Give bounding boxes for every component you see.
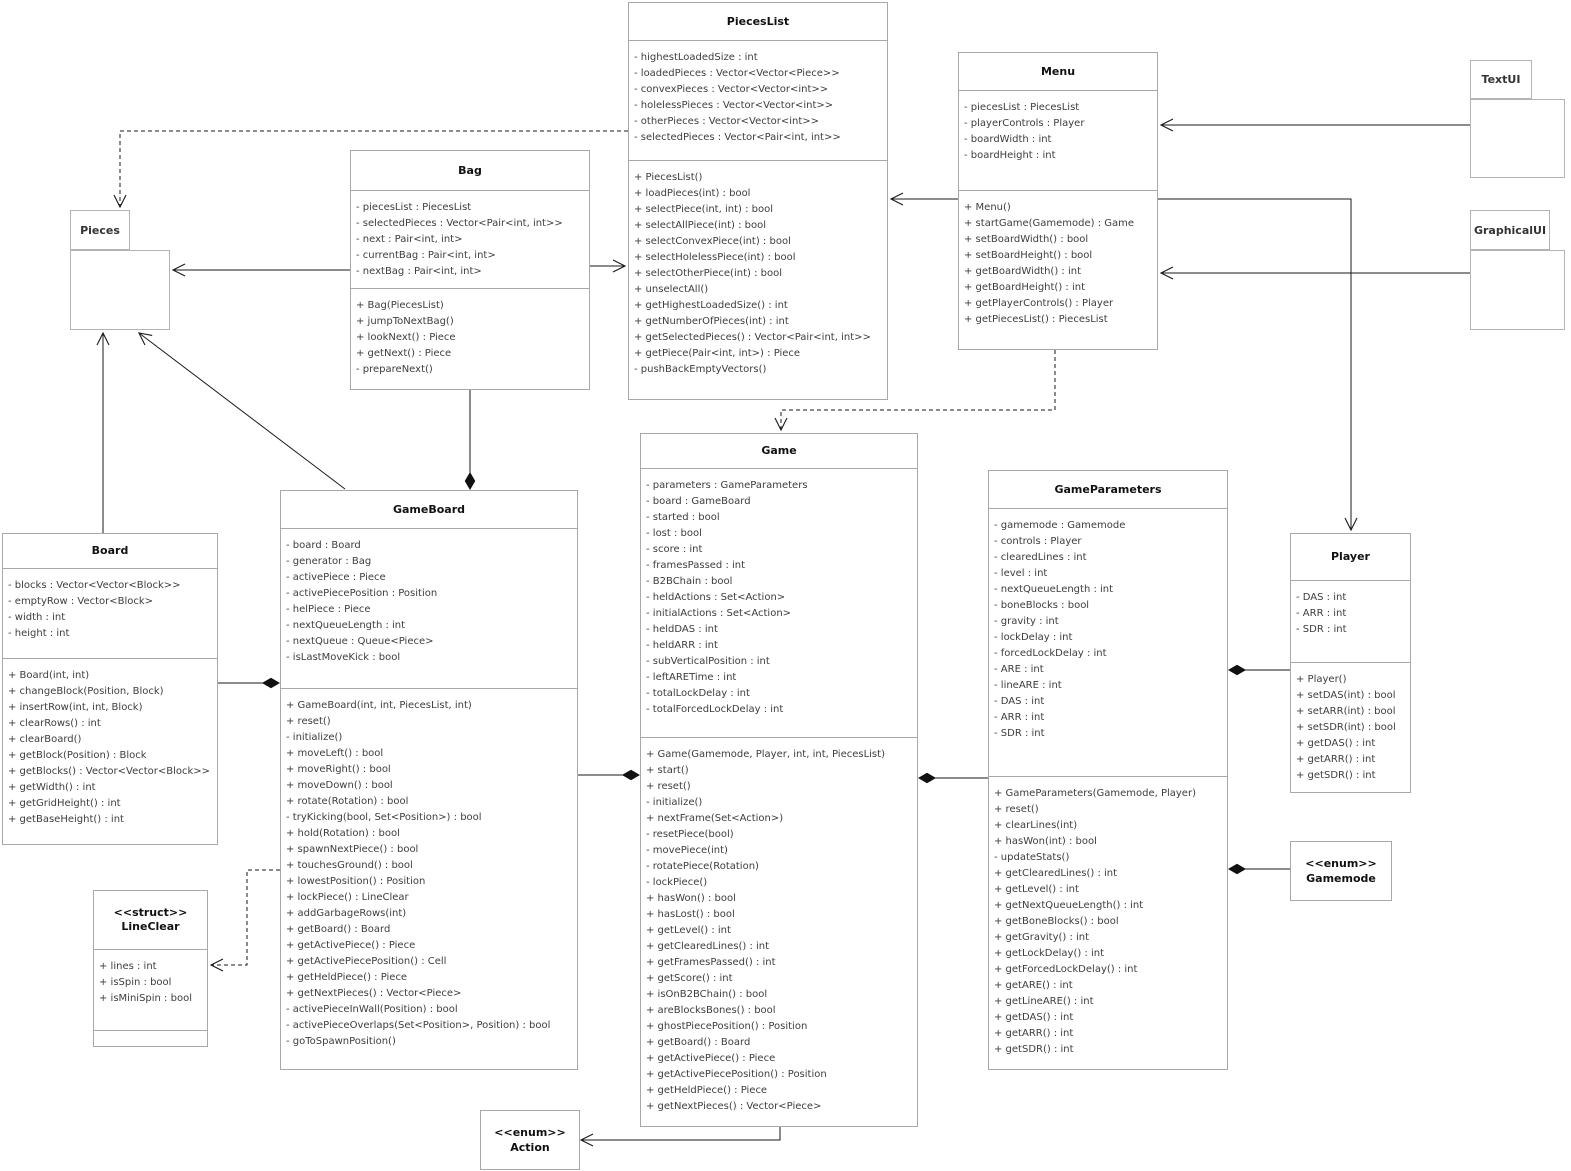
member-row: + changeBlock(Position, Block) xyxy=(8,686,164,697)
attributes-compartment xyxy=(281,529,577,689)
member-row: + hold(Rotation) : bool xyxy=(286,828,400,839)
methods-compartment xyxy=(989,777,1227,1069)
member-row: + getBaseHeight() : int xyxy=(8,814,124,825)
member-row: - generator : Bag xyxy=(286,556,372,567)
member-row: - lost : bool xyxy=(646,528,702,539)
member-row: - nextBag : Pair<int, int> xyxy=(356,266,482,277)
member-row: - gravity : int xyxy=(994,616,1059,627)
member-row: + jumpToNextBag() xyxy=(356,316,454,327)
member-row: + lines : int xyxy=(99,961,157,972)
member-row: + selectOtherPiece(int) : bool xyxy=(634,268,782,279)
stereotype-label: <<enum>> xyxy=(494,1126,566,1139)
member-row: - boardWidth : int xyxy=(964,134,1052,145)
member-row: + spawnNextPiece() : bool xyxy=(286,844,419,855)
member-row: - DAS : int xyxy=(994,696,1045,707)
package-body-textui[interactable] xyxy=(1470,99,1565,178)
member-row: - playerControls : Player xyxy=(964,118,1085,129)
member-row: + hasWon() : bool xyxy=(646,893,736,904)
member-row: - totalForcedLockDelay : int xyxy=(646,704,784,715)
member-row: - rotatePiece(Rotation) xyxy=(646,861,759,872)
member-row: + getNextPieces() : Vector<Piece> xyxy=(646,1101,822,1112)
stereotype-label: <<struct>> xyxy=(113,906,188,919)
member-row: - totalLockDelay : int xyxy=(646,688,750,699)
member-row: - initialActions : Set<Action> xyxy=(646,608,792,619)
attributes-compartment xyxy=(94,950,207,1031)
methods-compartment xyxy=(94,1031,207,1046)
member-row: + getSDR() : int xyxy=(1296,770,1376,781)
member-row: + loadPieces(int) : bool xyxy=(634,188,751,199)
member-row: + isSpin : bool xyxy=(99,977,172,988)
member-row: + touchesGround() : bool xyxy=(286,860,413,871)
class-bag[interactable] xyxy=(350,150,590,390)
member-row: + getFramesPassed() : int xyxy=(646,957,776,968)
member-row: - nextQueueLength : int xyxy=(994,584,1114,595)
member-row: - blocks : Vector<Vector<Block>> xyxy=(8,580,181,591)
member-row: - updateStats() xyxy=(994,852,1070,863)
methods-compartment xyxy=(959,191,1157,349)
member-row: + getPiecesList() : PiecesList xyxy=(964,314,1108,325)
member-row: - emptyRow : Vector<Block> xyxy=(8,596,154,607)
member-row: + clearBoard() xyxy=(8,734,82,745)
member-row: - movePiece(int) xyxy=(646,845,728,856)
member-row: + getLineARE() : int xyxy=(994,996,1094,1007)
member-row: - activePieceInWall(Position) : bool xyxy=(286,1004,458,1015)
member-row: + clearRows() : int xyxy=(8,718,101,729)
member-row: - boneBlocks : bool xyxy=(994,600,1090,611)
member-row: + getNextPieces() : Vector<Piece> xyxy=(286,988,462,999)
member-row: + reset() xyxy=(286,716,331,727)
member-row: - subVerticalPosition : int xyxy=(646,656,770,667)
member-row: - nextQueue : Queue<Piece> xyxy=(286,636,434,647)
stereotype-label: <<enum>> xyxy=(1305,857,1377,870)
member-row: - tryKicking(bool, Set<Position>) : bool xyxy=(286,812,482,823)
methods-compartment xyxy=(281,689,577,1069)
class-title-pieceslist xyxy=(629,3,887,41)
attributes-compartment xyxy=(3,569,217,659)
package-name: Pieces xyxy=(80,223,120,237)
member-row: + reset() xyxy=(646,781,691,792)
member-row: - otherPieces : Vector<Vector<int>> xyxy=(634,116,820,127)
class-menu[interactable] xyxy=(958,52,1158,350)
member-row: - clearedLines : int xyxy=(994,552,1087,563)
class-name: Game xyxy=(761,444,797,457)
member-row: - ARR : int xyxy=(994,712,1045,723)
association-edge-game-to-action xyxy=(581,1127,780,1140)
member-row: + clearLines(int) xyxy=(994,820,1078,831)
class-name: Player xyxy=(1331,550,1370,563)
member-row: - B2BChain : bool xyxy=(646,576,733,587)
class-name: Board xyxy=(91,544,129,557)
member-row: + GameParameters(Gamemode, Player) xyxy=(994,788,1196,799)
class-pieceslist[interactable] xyxy=(628,2,888,400)
member-row: - nextQueueLength : int xyxy=(286,620,406,631)
member-row: + getActivePiece() : Piece xyxy=(646,1053,776,1064)
class-board[interactable] xyxy=(2,533,218,845)
member-row: + getARR() : int xyxy=(1296,754,1376,765)
class-title-player xyxy=(1291,534,1410,581)
member-row: - helPiece : Piece xyxy=(286,604,371,615)
member-row: - activePiecePosition : Position xyxy=(286,588,438,599)
member-row: + Player() xyxy=(1296,674,1347,685)
class-name: GameBoard xyxy=(392,502,466,516)
member-row: + lookNext() : Piece xyxy=(356,332,456,343)
association-edge-gameboard-to-pieces xyxy=(139,333,345,489)
package-tab-textui[interactable] xyxy=(1470,60,1532,99)
class-title-bag xyxy=(351,151,589,191)
member-row: + Bag(PiecesList) xyxy=(356,300,444,311)
member-row: + getLevel() : int xyxy=(646,925,731,936)
member-row: + isOnB2BChain() : bool xyxy=(646,989,768,1000)
member-row: - currentBag : Pair<int, int> xyxy=(356,250,496,261)
member-row: - SDR : int xyxy=(1296,624,1347,635)
member-row: - activePiece : Piece xyxy=(286,572,386,583)
member-row: + selectAllPiece(int) : bool xyxy=(634,220,766,231)
member-row: + selectHolelessPiece(int) : bool xyxy=(634,252,796,263)
methods-compartment xyxy=(3,659,217,844)
member-row: + PiecesList() xyxy=(634,172,703,183)
methods-compartment xyxy=(641,738,917,1126)
attributes-compartment xyxy=(629,41,887,161)
member-row: - lockDelay : int xyxy=(994,632,1073,643)
member-row: - gamemode : Gamemode xyxy=(994,520,1126,531)
attributes-compartment xyxy=(351,191,589,289)
package-body-graphicalui[interactable] xyxy=(1470,250,1565,330)
member-row: - convexPieces : Vector<Vector<int>> xyxy=(634,84,829,95)
package-name: GraphicalUI xyxy=(1473,223,1547,237)
member-row: + getNumberOfPieces(int) : int xyxy=(634,316,789,327)
member-row: + getClearedLines() : int xyxy=(994,868,1118,879)
member-row: - width : int xyxy=(8,612,66,623)
member-row: + setDAS(int) : bool xyxy=(1296,690,1396,701)
enum-gamemode[interactable] xyxy=(1290,841,1392,901)
member-row: + startGame(Gamemode) : Game xyxy=(964,218,1135,229)
methods-compartment xyxy=(351,289,589,389)
member-row: - goToSpawnPosition() xyxy=(286,1036,396,1047)
member-row: + setARR(int) : bool xyxy=(1296,706,1396,717)
member-row: + getNextQueueLength() : int xyxy=(994,900,1144,911)
member-row: + setBoardHeight() : bool xyxy=(964,250,1093,261)
member-row: + ghostPiecePosition() : Position xyxy=(646,1021,808,1032)
methods-compartment xyxy=(629,161,887,399)
member-row: + getWidth() : int xyxy=(8,782,96,793)
member-row: - heldDAS : int xyxy=(646,624,718,635)
class-title-board xyxy=(3,534,217,569)
attributes-compartment xyxy=(1291,581,1410,663)
member-row: + addGarbageRows(int) xyxy=(286,908,407,919)
member-row: + getBoneBlocks() : bool xyxy=(994,916,1119,927)
member-row: + moveRight() : bool xyxy=(286,764,391,775)
member-row: - board : Board xyxy=(286,540,361,551)
member-row: + insertRow(int, int, Block) xyxy=(8,702,143,713)
attributes-compartment xyxy=(641,469,917,738)
member-row: - loadedPieces : Vector<Vector<Piece>> xyxy=(634,68,840,79)
class-title-gameparameters xyxy=(989,471,1227,509)
member-row: + getBlock(Position) : Block xyxy=(8,750,147,761)
member-row: + getGravity() : int xyxy=(994,932,1090,943)
member-row: + getActivePiece() : Piece xyxy=(286,940,416,951)
member-row: + getPiece(Pair<int, int>) : Piece xyxy=(634,348,801,359)
member-row: - piecesList : PiecesList xyxy=(964,102,1080,113)
class-name: LineClear xyxy=(121,920,180,933)
member-row: - piecesList : PiecesList xyxy=(356,202,472,213)
enum-action[interactable] xyxy=(480,1110,580,1170)
member-row: + getPlayerControls() : Player xyxy=(964,298,1114,309)
member-row: - heldARR : int xyxy=(646,640,718,651)
member-row: - leftARETime : int xyxy=(646,672,737,683)
member-row: + getHighestLoadedSize() : int xyxy=(634,300,788,311)
member-row: + getBoard() : Board xyxy=(646,1037,751,1048)
member-row: - height : int xyxy=(8,628,70,639)
member-row: + hasLost() : bool xyxy=(646,909,735,920)
member-row: + selectPiece(int, int) : bool xyxy=(634,204,773,215)
member-row: - pushBackEmptyVectors() xyxy=(634,364,767,375)
member-row: + setSDR(int) : bool xyxy=(1296,722,1396,733)
member-row: + getARR() : int xyxy=(994,1028,1074,1039)
member-row: + lockPiece() : LineClear xyxy=(286,892,409,903)
attributes-compartment xyxy=(989,509,1227,777)
member-row: + getForcedLockDelay() : int xyxy=(994,964,1138,975)
member-row: - holelessPieces : Vector<Vector<int>> xyxy=(634,100,834,111)
member-row: - heldActions : Set<Action> xyxy=(646,592,786,603)
member-row: + selectConvexPiece(int) : bool xyxy=(634,236,791,247)
package-body-pieces[interactable] xyxy=(70,250,170,330)
class-title-game xyxy=(641,434,917,469)
member-row: + isMiniSpin : bool xyxy=(99,993,192,1004)
member-row: - ARE : int xyxy=(994,664,1044,675)
member-row: + getActivePiecePosition() : Cell xyxy=(286,956,447,967)
member-row: + lowestPosition() : Position xyxy=(286,876,426,887)
member-row: + Game(Gamemode, Player, int, int, PiecesList) xyxy=(646,749,885,760)
class-name: Bag xyxy=(458,163,482,177)
member-row: + moveDown() : bool xyxy=(286,780,393,791)
member-row: - DAS : int xyxy=(1296,592,1347,603)
member-row: - framesPassed : int xyxy=(646,560,746,571)
package-tab-pieces[interactable] xyxy=(70,210,130,250)
member-row: - selectedPieces : Vector<Pair<int, int>> xyxy=(634,132,841,143)
member-row: + setBoardWidth() : bool xyxy=(964,234,1089,245)
member-row: + getDAS() : int xyxy=(1296,738,1376,749)
package-tab-graphicalui[interactable] xyxy=(1470,210,1550,250)
member-row: + unselectAll() xyxy=(634,284,709,295)
member-row: - next : Pair<int, int> xyxy=(356,234,463,245)
member-row: - activePieceOverlaps(Set<Position>, Position) : bool xyxy=(286,1020,551,1031)
class-gameboard[interactable] xyxy=(280,490,578,1070)
member-row: - started : bool xyxy=(646,512,720,523)
class-title-gameboard xyxy=(281,491,577,529)
member-row: + start() xyxy=(646,765,689,776)
member-row: + getHeldPiece() : Piece xyxy=(646,1085,768,1096)
member-row: - highestLoadedSize : int xyxy=(634,52,758,63)
member-row: - boardHeight : int xyxy=(964,150,1056,161)
member-row: + reset() xyxy=(994,804,1039,815)
class-gameparameters[interactable] xyxy=(988,470,1228,1070)
class-title-lineclear xyxy=(94,891,207,950)
member-row: + getNext() : Piece xyxy=(356,348,452,359)
member-row: + areBlocksBones() : bool xyxy=(646,1005,776,1016)
member-row: + getLevel() : int xyxy=(994,884,1079,895)
member-row: - board : GameBoard xyxy=(646,496,751,507)
enum-name: Gamemode xyxy=(1306,872,1376,885)
member-row: - score : int xyxy=(646,544,703,555)
member-row: + getBoardWidth() : int xyxy=(964,266,1081,277)
member-row: - parameters : GameParameters xyxy=(646,480,808,491)
class-game[interactable] xyxy=(640,433,918,1127)
attributes-compartment xyxy=(959,91,1157,191)
member-row: - selectedPieces : Vector<Pair<int, int>> xyxy=(356,218,563,229)
member-row: + getSelectedPieces() : Vector<Pair<int, int>> xyxy=(634,332,871,343)
member-row: + rotate(Rotation) : bool xyxy=(286,796,409,807)
member-row: + nextFrame(Set<Action>) xyxy=(646,813,784,824)
package-name: TextUI xyxy=(1481,73,1521,86)
class-title-menu xyxy=(959,53,1157,91)
member-row: + getBoard() : Board xyxy=(286,924,391,935)
member-row: + getHeldPiece() : Piece xyxy=(286,972,408,983)
class-name: GameParameters xyxy=(1054,482,1162,496)
member-row: + getGridHeight() : int xyxy=(8,798,121,809)
methods-compartment xyxy=(1291,663,1410,792)
member-row: + GameBoard(int, int, PiecesList, int) xyxy=(286,700,472,711)
member-row: + getScore() : int xyxy=(646,973,733,984)
member-row: + getDAS() : int xyxy=(994,1012,1074,1023)
class-name: Menu xyxy=(1040,64,1076,78)
member-row: + hasWon(int) : bool xyxy=(994,836,1097,847)
member-row: - resetPiece(bool) xyxy=(646,829,734,840)
member-row: - lineARE : int xyxy=(994,680,1062,691)
class-player[interactable] xyxy=(1290,533,1411,793)
member-row: + getBlocks() : Vector<Vector<Block>> xyxy=(8,766,211,777)
enum-name: Action xyxy=(510,1141,550,1154)
member-row: + Menu() xyxy=(964,202,1011,213)
member-row: + getSDR() : int xyxy=(994,1044,1074,1055)
member-row: - controls : Player xyxy=(994,536,1082,547)
member-row: + getClearedLines() : int xyxy=(646,941,770,952)
member-row: - isLastMoveKick : bool xyxy=(286,652,401,663)
class-lineclear[interactable] xyxy=(93,890,208,1047)
member-row: + getARE() : int xyxy=(994,980,1073,991)
member-row: + getBoardHeight() : int xyxy=(964,282,1085,293)
member-row: - forcedLockDelay : int xyxy=(994,648,1107,659)
member-row: - initialize() xyxy=(286,732,343,743)
member-row: - initialize() xyxy=(646,797,703,808)
member-row: - prepareNext() xyxy=(356,364,433,375)
member-row: - SDR : int xyxy=(994,728,1045,739)
member-row: - ARR : int xyxy=(1296,608,1347,619)
dependency-edge-gameboard-to-lineclear xyxy=(211,870,280,965)
member-row: - level : int xyxy=(994,568,1048,579)
member-row: + getLockDelay() : int xyxy=(994,948,1105,959)
member-row: + Board(int, int) xyxy=(8,670,90,681)
member-row: + getActivePiecePosition() : Position xyxy=(646,1069,827,1080)
class-name: PiecesList xyxy=(726,14,790,28)
member-row: - lockPiece() xyxy=(646,877,708,888)
member-row: + moveLeft() : bool xyxy=(286,748,384,759)
